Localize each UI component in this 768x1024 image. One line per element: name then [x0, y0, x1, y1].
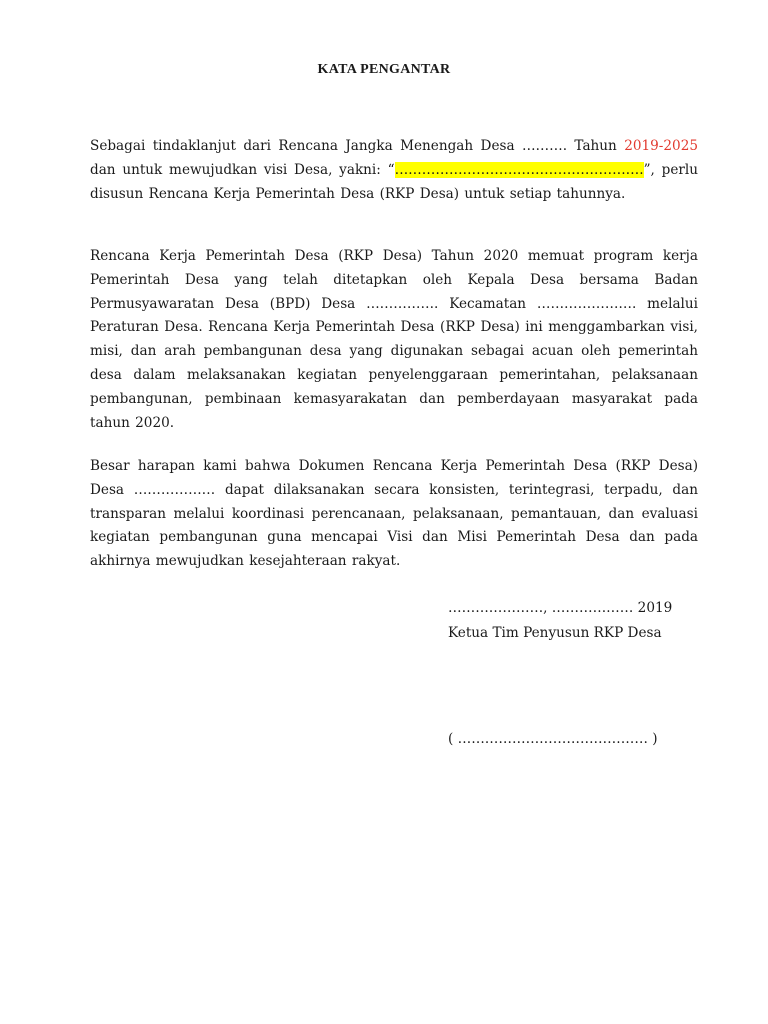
intro-text-a: Sebagai tindaklanjut dari Rencana Jangka Menengah Desa ………. Tahun	[90, 138, 625, 154]
page-title: KATA PENGANTAR	[317, 62, 451, 77]
period-years: 2019-2025	[624, 138, 698, 154]
paragraph-closing: Besar harapan kami bahwa Dokumen Rencana Kerja Pemerintah Desa (RKP Desa) Desa ……………… dapat dilaksanakan secara konsisten, terintegrasi, terpadu, dan transparan melalui koordinasi perencanaan, pelaksanaan, pemantauan, dan evaluasi kegiatan pembangunan guna mencapai Visi dan Misi Pemerintah Desa dan pada akhirnya mewujudkan kesejahteraan rakyat.	[90, 458, 698, 570]
paragraph-rkp-description: Rencana Kerja Pemerintah Desa (RKP Desa) Tahun 2020 memuat program kerja Pemerintah Desa yang telah ditetapkan oleh Kepala Desa bersama Badan Permusyawaratan Desa (BPD) Desa ……………. Kecamatan …………………. melalui Peraturan Desa. Rencana Kerja Pemerintah Desa (RKP Desa) ini menggambarkan visi, misi, dan arah pembangunan desa yang digunakan sebagai acuan oleh pemerintah desa dalam melaksanakan kegiatan penyelenggaraan pemerintahan, pelaksanaan pembangunan, pembinaan kemasyarakatan dan pemberdayaan masyarakat pada tahun 2020.	[90, 248, 698, 431]
paragraph-intro	[90, 135, 698, 206]
signature-place-date: …………………, ……………… 2019	[448, 600, 673, 616]
signature-name: ( …………………………………… )	[448, 731, 658, 747]
signature-role: Ketua Tim Penyusun RKP Desa	[448, 625, 662, 641]
intro-text-b: dan untuk mewujudkan visi Desa, yakni: “	[90, 161, 395, 178]
intro-text-c: ”, perlu disusun Rencana Kerja Pemerintah Desa (RKP Desa) untuk setiap tahunnya.	[90, 161, 698, 202]
vision-placeholder: ……………………………………………….	[394, 161, 644, 178]
